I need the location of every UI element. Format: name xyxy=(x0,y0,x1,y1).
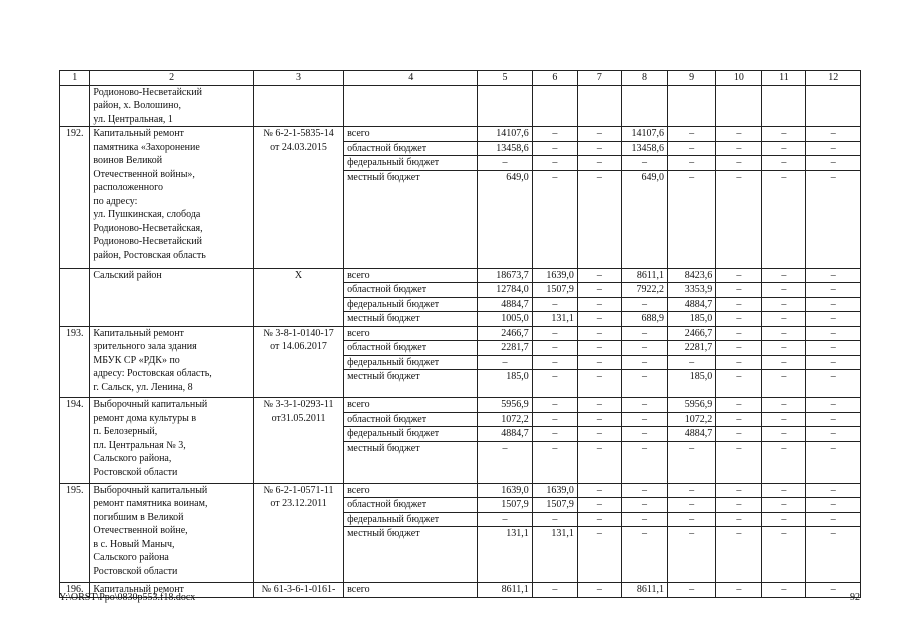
table-cell: 4884,7 xyxy=(478,297,533,312)
table-cell: X xyxy=(253,268,343,326)
table-cell: – xyxy=(716,341,762,356)
column-header: 12 xyxy=(806,71,861,86)
table-cell: 5956,9 xyxy=(668,398,716,413)
table-cell: 1507,9 xyxy=(478,498,533,513)
table-cell: 185,0 xyxy=(668,370,716,398)
table-cell: всего xyxy=(344,326,478,341)
table-cell: 2281,7 xyxy=(478,341,533,356)
table-cell: всего xyxy=(344,583,478,598)
table-cell: 194. xyxy=(60,398,90,484)
table-cell: – xyxy=(806,412,861,427)
table-cell xyxy=(60,268,90,326)
table-cell: 4884,7 xyxy=(668,297,716,312)
table-cell: – xyxy=(577,127,621,142)
table-cell: 1507,9 xyxy=(532,283,577,298)
table-cell: 195. xyxy=(60,483,90,583)
table-cell: – xyxy=(716,170,762,268)
table-cell: 13458,6 xyxy=(478,141,533,156)
table-cell: местный бюджет xyxy=(344,441,478,483)
table-cell: – xyxy=(478,441,533,483)
table-cell: – xyxy=(806,498,861,513)
table-cell: – xyxy=(716,312,762,327)
table-cell xyxy=(532,85,577,127)
table-cell: – xyxy=(621,527,667,583)
column-header: 8 xyxy=(621,71,667,86)
table-cell: – xyxy=(668,156,716,171)
table-cell: – xyxy=(577,170,621,268)
page-number: 92 xyxy=(850,592,860,603)
table-cell: – xyxy=(762,527,806,583)
table-cell: – xyxy=(762,498,806,513)
table-cell: – xyxy=(668,527,716,583)
table-cell: 8611,1 xyxy=(621,268,667,283)
table-cell: – xyxy=(577,341,621,356)
table-cell: – xyxy=(668,355,716,370)
table-cell: – xyxy=(577,283,621,298)
table-cell: 649,0 xyxy=(621,170,667,268)
table-cell: – xyxy=(806,583,861,598)
footer-file-path: Y:\ORST\Ppo\0830p553.f18.docx xyxy=(59,592,196,603)
table-cell: № 3-3-1-0293-11 от31.05.2011 xyxy=(253,398,343,484)
table-cell: – xyxy=(621,326,667,341)
table-cell: – xyxy=(532,127,577,142)
table-cell: – xyxy=(762,170,806,268)
column-header: 9 xyxy=(668,71,716,86)
table-cell: – xyxy=(762,370,806,398)
table-cell: – xyxy=(806,341,861,356)
table-cell: – xyxy=(621,498,667,513)
table-cell: 7922,2 xyxy=(621,283,667,298)
table-cell: – xyxy=(716,355,762,370)
table-cell: 1507,9 xyxy=(532,498,577,513)
table-cell: 4884,7 xyxy=(478,427,533,442)
column-header: 3 xyxy=(253,71,343,86)
table-cell: 2281,7 xyxy=(668,341,716,356)
table-cell: 1639,0 xyxy=(532,483,577,498)
table-cell: – xyxy=(806,512,861,527)
table-cell: – xyxy=(806,483,861,498)
table-cell: – xyxy=(716,427,762,442)
table-cell: – xyxy=(806,312,861,327)
table-cell: – xyxy=(577,527,621,583)
table-cell: 1639,0 xyxy=(532,268,577,283)
table-cell: – xyxy=(716,483,762,498)
table-cell: – xyxy=(577,355,621,370)
table-cell: областной бюджет xyxy=(344,341,478,356)
table-cell xyxy=(762,85,806,127)
table-cell: – xyxy=(806,297,861,312)
table-cell: – xyxy=(716,156,762,171)
table-cell: – xyxy=(806,156,861,171)
table-cell: всего xyxy=(344,483,478,498)
table-cell: – xyxy=(716,141,762,156)
table-cell: – xyxy=(478,156,533,171)
column-header: 5 xyxy=(478,71,533,86)
table-cell: 688,9 xyxy=(621,312,667,327)
table-cell: – xyxy=(621,370,667,398)
table-cell: Капитальный ремонт xyxy=(90,583,254,598)
table-cell: – xyxy=(577,427,621,442)
table-cell: – xyxy=(762,127,806,142)
table-cell: – xyxy=(716,370,762,398)
column-header: 1 xyxy=(60,71,90,86)
table-cell: – xyxy=(532,156,577,171)
table-cell: – xyxy=(668,127,716,142)
table-cell: – xyxy=(532,141,577,156)
table-cell: – xyxy=(716,527,762,583)
table-cell: – xyxy=(532,297,577,312)
table-cell: – xyxy=(577,370,621,398)
table-cell: – xyxy=(762,427,806,442)
table-cell: областной бюджет xyxy=(344,283,478,298)
column-header: 6 xyxy=(532,71,577,86)
table-cell: 1072,2 xyxy=(668,412,716,427)
table-cell: 1005,0 xyxy=(478,312,533,327)
table-cell: всего xyxy=(344,268,478,283)
table-cell: – xyxy=(806,326,861,341)
table-cell: – xyxy=(806,370,861,398)
table-cell: – xyxy=(806,527,861,583)
table-cell: местный бюджет xyxy=(344,370,478,398)
table-cell: – xyxy=(621,398,667,413)
table-cell: – xyxy=(806,170,861,268)
table-cell: 4884,7 xyxy=(668,427,716,442)
table-cell: – xyxy=(668,483,716,498)
table-cell: – xyxy=(532,512,577,527)
table-cell: 3353,9 xyxy=(668,283,716,298)
table-cell: областной бюджет xyxy=(344,412,478,427)
table-cell: – xyxy=(716,512,762,527)
table-cell: – xyxy=(668,441,716,483)
table-cell: – xyxy=(806,398,861,413)
table-header-row xyxy=(60,71,861,86)
table-row xyxy=(60,483,861,498)
table-cell: – xyxy=(577,268,621,283)
table-cell: – xyxy=(762,512,806,527)
table-cell: Выборочный капитальный ремонт дома культуры в п. Белозерный, пл. Центральная № 3, Сальского района, Ростовской области xyxy=(90,398,254,484)
table-cell: – xyxy=(621,156,667,171)
table-cell: – xyxy=(621,427,667,442)
table-cell: – xyxy=(577,483,621,498)
table-cell: 131,1 xyxy=(478,527,533,583)
table-cell xyxy=(253,85,343,127)
table-cell: – xyxy=(621,297,667,312)
table-cell: – xyxy=(577,156,621,171)
table-cell: Капитальный ремонт памятника «Захоронение воинов Великой Отечественной войны», расположенного по адресу: ул. Пушкинская, слобода Родионово-Несветайская, Родионово-Несветайский район, Ростовская область xyxy=(90,127,254,269)
table-cell: – xyxy=(478,512,533,527)
table-cell: – xyxy=(716,127,762,142)
table-cell: № 3-8-1-0140-17 от 14.06.2017 xyxy=(253,326,343,398)
column-header: 10 xyxy=(716,71,762,86)
table-cell: – xyxy=(668,141,716,156)
table-cell: – xyxy=(621,412,667,427)
table-cell: – xyxy=(532,412,577,427)
table-cell: – xyxy=(716,326,762,341)
table-cell: областной бюджет xyxy=(344,141,478,156)
table-cell: – xyxy=(762,483,806,498)
table-cell: 185,0 xyxy=(478,370,533,398)
table-cell: 192. xyxy=(60,127,90,269)
table-cell: Сальский район xyxy=(90,268,254,326)
table-cell: 2466,7 xyxy=(478,326,533,341)
table-cell: – xyxy=(762,412,806,427)
table-cell: всего xyxy=(344,127,478,142)
table-cell: – xyxy=(668,170,716,268)
table-cell: 196. xyxy=(60,583,90,598)
table-cell: 8611,1 xyxy=(478,583,533,598)
table-cell: местный бюджет xyxy=(344,170,478,268)
table-cell: 185,0 xyxy=(668,312,716,327)
column-header: 4 xyxy=(344,71,478,86)
table-row xyxy=(60,127,861,142)
table-cell: – xyxy=(716,283,762,298)
table-cell: – xyxy=(577,297,621,312)
table-cell: местный бюджет xyxy=(344,527,478,583)
table-row xyxy=(60,85,861,127)
table-cell: – xyxy=(668,512,716,527)
table-cell: – xyxy=(716,441,762,483)
table-cell: – xyxy=(762,156,806,171)
table-cell: – xyxy=(621,512,667,527)
table-cell: – xyxy=(532,326,577,341)
table-cell: – xyxy=(762,355,806,370)
table-cell: – xyxy=(532,370,577,398)
table-cell: 2466,7 xyxy=(668,326,716,341)
table-cell: федеральный бюджет xyxy=(344,427,478,442)
table-row xyxy=(60,268,861,283)
table-cell: – xyxy=(577,512,621,527)
table-cell: – xyxy=(577,441,621,483)
table-cell: – xyxy=(762,398,806,413)
table-cell: 193. xyxy=(60,326,90,398)
table-cell xyxy=(621,85,667,127)
table-cell: 1072,2 xyxy=(478,412,533,427)
table-cell: – xyxy=(762,283,806,298)
table-cell: – xyxy=(806,127,861,142)
table-cell: – xyxy=(577,583,621,598)
table-cell: – xyxy=(668,498,716,513)
table-cell: – xyxy=(577,326,621,341)
table-cell: – xyxy=(668,583,716,598)
table-row xyxy=(60,398,861,413)
table-cell: местный бюджет xyxy=(344,312,478,327)
table-cell: – xyxy=(532,583,577,598)
table-cell: – xyxy=(478,355,533,370)
table-cell: федеральный бюджет xyxy=(344,297,478,312)
table-cell: федеральный бюджет xyxy=(344,512,478,527)
budget-table xyxy=(59,70,861,598)
table-cell: 8611,1 xyxy=(621,583,667,598)
table-cell: – xyxy=(621,441,667,483)
table-cell: – xyxy=(762,583,806,598)
table-cell: – xyxy=(762,297,806,312)
table-cell: – xyxy=(621,483,667,498)
table-cell: областной бюджет xyxy=(344,498,478,513)
table-cell: – xyxy=(532,441,577,483)
table-cell: № 6-2-1-0571-11 от 23.12.2011 xyxy=(253,483,343,583)
table-cell: – xyxy=(577,412,621,427)
table-cell: – xyxy=(806,355,861,370)
table-cell: 14107,6 xyxy=(478,127,533,142)
table-cell xyxy=(577,85,621,127)
table-cell: – xyxy=(716,398,762,413)
table-cell: 131,1 xyxy=(532,312,577,327)
table-cell xyxy=(344,85,478,127)
table-cell: – xyxy=(806,268,861,283)
table-cell: – xyxy=(716,268,762,283)
table-cell: – xyxy=(532,170,577,268)
table-cell: – xyxy=(762,141,806,156)
table-cell: Выборочный капитальный ремонт памятника воинам, погибшим в Великой Отечественной войне, в с. Новый Маныч, Сальского района Ростовской области xyxy=(90,483,254,583)
table-cell: – xyxy=(532,427,577,442)
table-cell: – xyxy=(806,441,861,483)
column-header: 11 xyxy=(762,71,806,86)
table-cell: – xyxy=(577,141,621,156)
table-cell xyxy=(668,85,716,127)
table-cell: федеральный бюджет xyxy=(344,355,478,370)
table-cell: – xyxy=(577,398,621,413)
table-cell: – xyxy=(716,297,762,312)
table-cell: № 6-2-1-5835-14 от 24.03.2015 xyxy=(253,127,343,269)
table-cell xyxy=(806,85,861,127)
table-cell: – xyxy=(577,312,621,327)
table-cell: – xyxy=(806,141,861,156)
table-cell: – xyxy=(577,498,621,513)
table-cell: всего xyxy=(344,398,478,413)
table-cell xyxy=(60,85,90,127)
table-cell: – xyxy=(762,312,806,327)
table-cell: – xyxy=(806,283,861,298)
table-cell: – xyxy=(806,427,861,442)
table-cell: – xyxy=(762,341,806,356)
table-cell: Родионово-Несветайский район, х. Волошино, ул. Центральная, 1 xyxy=(90,85,254,127)
table-cell: – xyxy=(532,341,577,356)
table-cell: федеральный бюджет xyxy=(344,156,478,171)
table-cell: 14107,6 xyxy=(621,127,667,142)
table-cell: 131,1 xyxy=(532,527,577,583)
table-cell: – xyxy=(532,355,577,370)
table-cell: 649,0 xyxy=(478,170,533,268)
table-cell: – xyxy=(762,326,806,341)
table-cell: – xyxy=(621,341,667,356)
table-cell: 1639,0 xyxy=(478,483,533,498)
table-cell: – xyxy=(716,498,762,513)
table-body xyxy=(60,85,861,597)
table-cell: Капитальный ремонт зрительного зала здания МБУК СР «РДК» по адресу: Ростовская область, г. Сальск, ул. Ленина, 8 xyxy=(90,326,254,398)
column-header: 7 xyxy=(577,71,621,86)
table-cell: – xyxy=(621,355,667,370)
table-cell: 5956,9 xyxy=(478,398,533,413)
table-cell: 18673,7 xyxy=(478,268,533,283)
table-cell: 13458,6 xyxy=(621,141,667,156)
table-cell: 8423,6 xyxy=(668,268,716,283)
table-row xyxy=(60,326,861,341)
table-cell: 12784,0 xyxy=(478,283,533,298)
table-cell: – xyxy=(532,398,577,413)
table-cell: – xyxy=(716,412,762,427)
table-cell xyxy=(478,85,533,127)
column-header: 2 xyxy=(90,71,254,86)
table-cell: № 61-3-6-1-0161- xyxy=(253,583,343,598)
table-cell: – xyxy=(762,441,806,483)
table-cell xyxy=(716,85,762,127)
table-cell: – xyxy=(716,583,762,598)
table-cell: – xyxy=(762,268,806,283)
